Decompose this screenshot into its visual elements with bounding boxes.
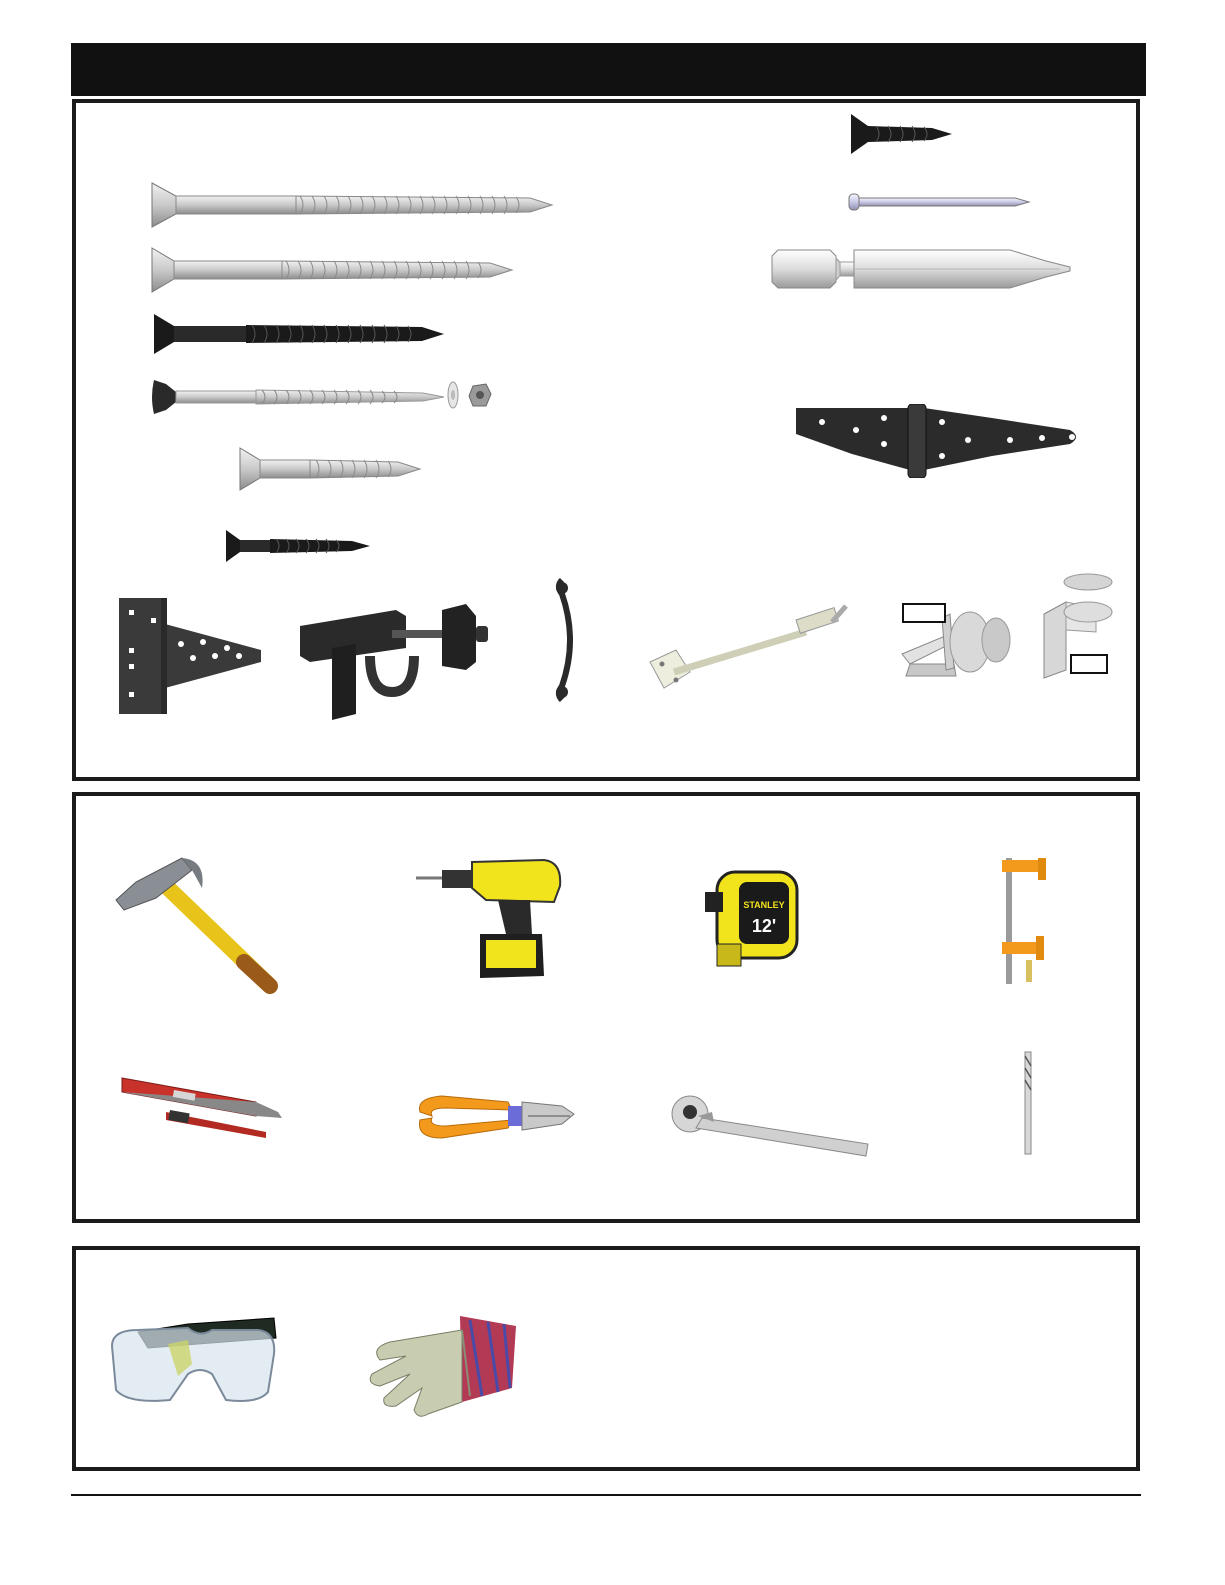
cordless-drill-icon <box>414 856 564 984</box>
pliers-icon <box>412 1090 578 1144</box>
medium-silver-screw-icon <box>150 245 520 295</box>
tape-measure-icon <box>703 864 803 968</box>
driver-bit-icon <box>770 248 1074 290</box>
strap-hinge-icon <box>792 404 1088 478</box>
short-silver-screw-icon <box>238 445 428 493</box>
section-header-bar <box>71 43 1146 96</box>
gate-latch-icon <box>296 596 492 720</box>
small-black-screw-icon <box>848 112 956 156</box>
short-black-screw-icon <box>224 528 374 564</box>
long-silver-screw-icon <box>150 180 560 230</box>
footer-rule <box>71 1494 1141 1496</box>
cane-bolt-icon <box>646 600 856 710</box>
drill-bit-icon <box>1020 1050 1036 1156</box>
nail-icon <box>847 192 1033 212</box>
work-glove-icon <box>366 1312 526 1424</box>
ratchet-icon <box>668 1094 874 1158</box>
black-screw-icon <box>152 312 452 356</box>
gate-handle-icon <box>548 578 582 702</box>
hammer-icon <box>112 852 282 994</box>
safety-glasses-icon <box>108 1304 280 1406</box>
item-label-box-bracket <box>1070 654 1108 674</box>
tape-measure-brand: STANLEY <box>743 900 785 910</box>
cap-screw-with-washer-and-nut-icon <box>148 376 498 418</box>
bar-clamp-icon <box>1000 856 1056 986</box>
item-label-box-l-bracket <box>902 603 946 623</box>
tape-measure-size: 12' <box>751 916 777 936</box>
level-icon <box>118 1072 284 1138</box>
t-hinge-icon <box>115 596 265 716</box>
